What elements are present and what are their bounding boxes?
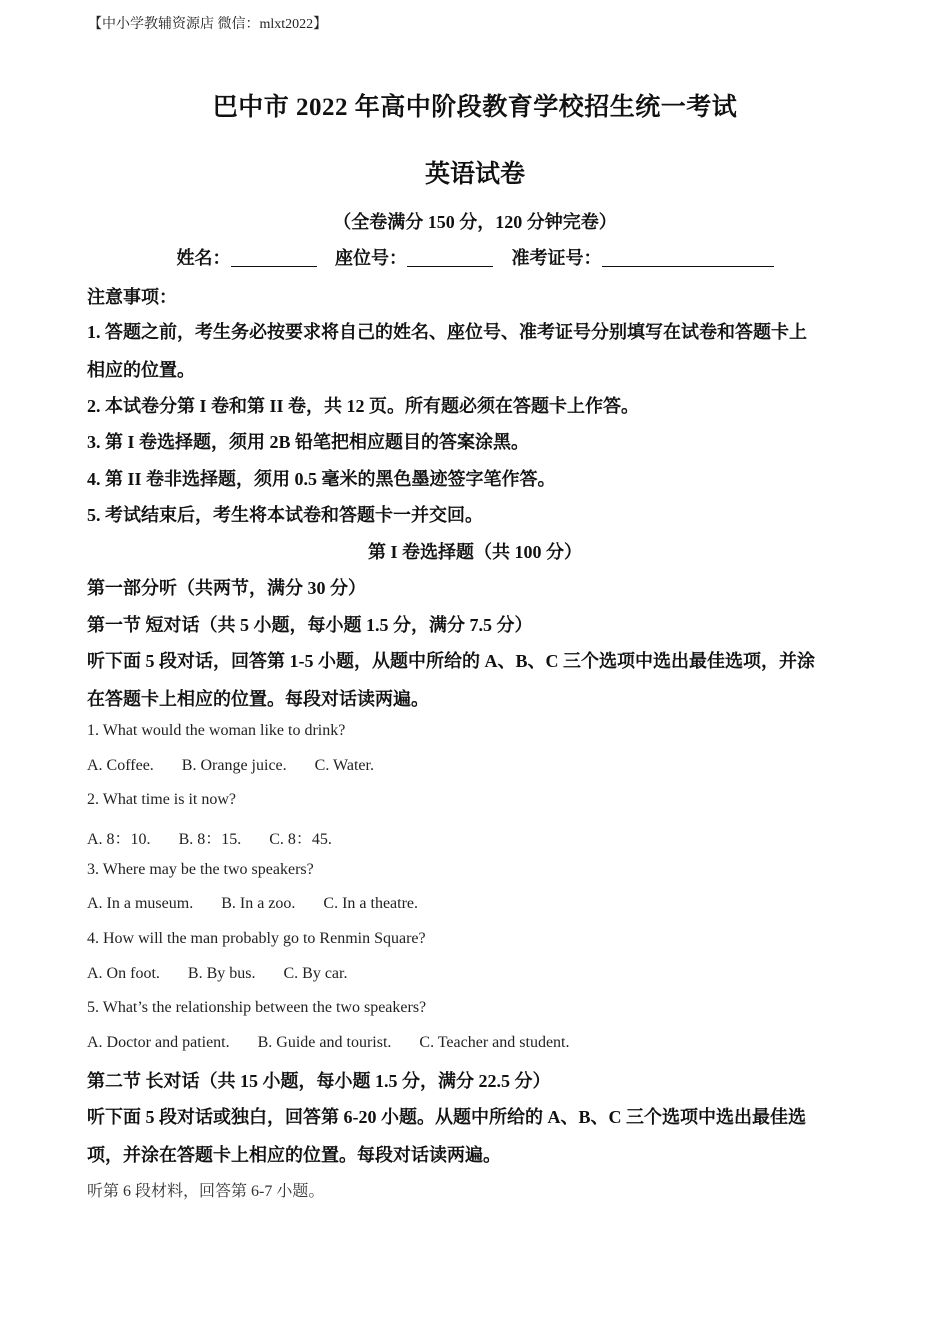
option-b: B. Guide and tourist. [257, 1034, 392, 1051]
score-info: （全卷满分 150 分，120 分钟完卷） [333, 212, 617, 232]
part1-heading: 第一部分听（共两节，满分 30 分） [87, 578, 366, 598]
option-a: A. Doctor and patient. [87, 1034, 230, 1051]
notice-item-1: 1. 答题之前，考生务必按要求将自己的姓名、座位号、准考证号分别填写在试卷和答题卡上 [87, 322, 807, 342]
question-2: 2. What time is it now? [87, 791, 237, 808]
question-4: 4. How will the man probably go to Renmin Square? [87, 930, 426, 947]
section2-instruction-cont: 项，并涂在答题卡上相应的位置。每段对话读两遍。 [87, 1145, 501, 1165]
section1-heading: 第一节 短对话（共 5 小题，每小题 1.5 分，满分 7.5 分） [87, 615, 533, 635]
section2-heading: 第二节 长对话（共 15 小题，每小题 1.5 分，满分 22.5 分） [87, 1071, 551, 1091]
exam-id-blank [602, 248, 774, 267]
name-blank [231, 248, 317, 267]
option-c: C. By car. [283, 965, 348, 982]
volume1-heading: 第 I 卷选择题（共 100 分） [367, 542, 582, 562]
notice-item-4: 4. 第 II 卷非选择题，须用 0.5 毫米的黑色墨迹签字笔作答。 [87, 469, 556, 489]
question-3: 3. Where may be the two speakers? [87, 861, 314, 878]
exam-id-label: 准考证号： [511, 248, 602, 268]
header-note: 【中小学教辅资源店 微信：mlxt2022】 [88, 17, 328, 32]
question-3-options [87, 895, 418, 913]
option-c: C. Teacher and student. [419, 1034, 570, 1051]
question-1: 1. What would the woman like to drink? [87, 722, 346, 739]
option-a: A. 8：10. [87, 831, 151, 848]
page-subtitle: 英语试卷 [424, 161, 525, 188]
option-c: C. In a theatre. [323, 895, 419, 912]
option-a: A. In a museum. [87, 895, 194, 912]
option-b: B. 8：15. [178, 831, 242, 848]
option-b: B. In a zoo. [221, 895, 296, 912]
option-a: A. Coffee. [87, 757, 154, 774]
candidate-info-fields [0, 244, 950, 270]
notice-item-1-cont: 相应的位置。 [87, 360, 195, 380]
page-title: 巴中市 2022 年高中阶段教育学校招生统一考试 [212, 94, 738, 121]
notice-heading: 注意事项： [87, 287, 177, 307]
seat-label: 座位号： [335, 248, 407, 268]
question-1-options [87, 757, 374, 775]
question-2-options [87, 826, 332, 849]
question-5-options [87, 1034, 569, 1052]
material-note: 听第 6 段材料，回答第 6-7 小题。 [87, 1183, 325, 1200]
option-c: C. 8：45. [269, 831, 332, 848]
section1-instruction-cont: 在答题卡上相应的位置。每段对话读两遍。 [87, 689, 429, 709]
section1-instruction: 听下面 5 段对话，回答第 1-5 小题，从题中所给的 A、B、C 三个选项中选出最佳选项，并涂 [87, 651, 815, 671]
notice-item-3: 3. 第 I 卷选择题，须用 2B 铅笔把相应题目的答案涂黑。 [87, 432, 530, 452]
question-4-options [87, 965, 347, 983]
option-b: B. Orange juice. [181, 757, 287, 774]
name-label: 姓名： [176, 248, 231, 268]
seat-blank [407, 248, 493, 267]
option-b: B. By bus. [187, 965, 256, 982]
notice-item-5: 5. 考试结束后，考生将本试卷和答题卡一并交回。 [87, 505, 483, 525]
section2-instruction: 听下面 5 段对话或独白，回答第 6-20 小题。从题中所给的 A、B、C 三个选项中选出最佳选 [87, 1107, 806, 1127]
question-5: 5. What’s the relationship between the two speakers? [87, 999, 427, 1016]
option-c: C. Water. [314, 757, 374, 774]
option-a: A. On foot. [87, 965, 160, 982]
notice-item-2: 2. 本试卷分第 I 卷和第 II 卷，共 12 页。所有题必须在答题卡上作答。 [87, 396, 640, 416]
